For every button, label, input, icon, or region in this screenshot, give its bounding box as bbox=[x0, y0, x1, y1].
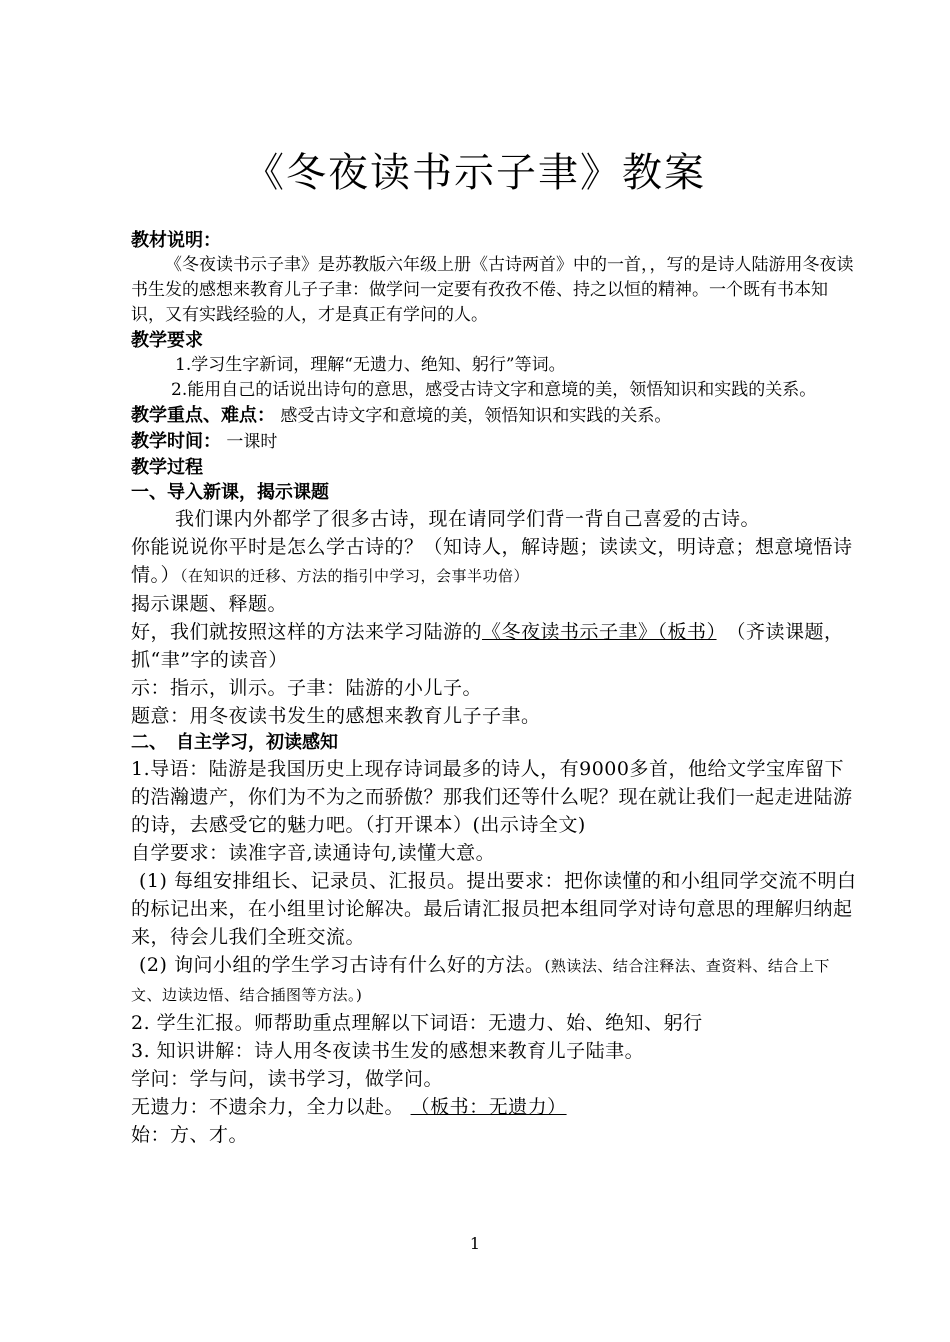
step2-paragraph-3: (1) 每组安排组长、记录员、汇报员。提出要求：把你读懂的和小组同学交流不明白的标记出来，在小组里讨论解决。最后请汇报员把本组同学对诗句意思的理解归纳起来，待会儿我们全班交流。 bbox=[131, 870, 857, 948]
teaching-time-heading: 教学时间： bbox=[131, 431, 221, 452]
material-heading: 教材说明： bbox=[131, 230, 221, 251]
step1-paragraph-6: 题意：用冬夜读书发生的感想来教育儿子子聿。 bbox=[131, 705, 541, 727]
step1-paragraph-3: 揭示课题、释题。 bbox=[131, 593, 288, 615]
step2-paragraph-4-note: (熟读法、结合注释法、查资料、结合上下文、边读边悟、结合插图等方法。) bbox=[131, 957, 830, 1004]
step1-paragraph-5: 示：指示，训示。子聿：陆游的小儿子。 bbox=[131, 677, 483, 699]
step2-paragraph-8-a: 无遗力：不遗余力，全力以赴。 bbox=[131, 1096, 405, 1118]
step1-heading: 一、导入新课，揭示课题 bbox=[131, 482, 329, 503]
key-points-heading: 教学重点、难点： bbox=[131, 405, 275, 426]
step1-paragraph-4-b: （齐读课题，抓“聿”字的读音） bbox=[131, 621, 844, 671]
requirement-1: 1.学习生字新词，理解“无遗力、绝知、躬行”等词。 bbox=[175, 355, 566, 375]
step2-paragraph-4 bbox=[131, 951, 857, 1009]
requirement-2: 2.能用自己的话说出诗句的意思，感受古诗文字和意境的美，领悟知识和实践的关系。 bbox=[171, 380, 817, 400]
step1-paragraph-2-note: （在知识的迁移、方法的指引中学习，会事半功倍） bbox=[180, 567, 530, 585]
step1-paragraph-2-text: 你能说说你平时是怎么学古诗的？（知诗人，解诗题；读读文，明诗意；想意境悟诗情。） bbox=[131, 536, 853, 586]
step2-paragraph-1: 1.导语：陆游是我国历史上现存诗词最多的诗人，有9000多首，他给文学宝库留下的浩瀚遗产，你们为不为之而骄傲？那我们还等什么呢？现在就让我们一起走进陆游的诗，去感受它的魅力吧。（打开课本）(出示诗全文) bbox=[131, 758, 853, 836]
page-number: 1 bbox=[469, 1234, 481, 1253]
step2-paragraph-7: 学问：学与问，读书学习，做学问。 bbox=[131, 1068, 444, 1090]
key-points bbox=[131, 403, 857, 429]
step2-paragraph-9: 始：方、才。 bbox=[131, 1124, 249, 1146]
step1-paragraph-4-a: 好，我们就按照这样的方法来学习陆游的 bbox=[131, 621, 483, 643]
board-writing-wuyili: （板书：无遗力） bbox=[410, 1096, 567, 1118]
key-points-text: 感受古诗文字和意境的美，领悟知识和实践的关系。 bbox=[280, 406, 672, 426]
board-writing-title: 《冬夜读书示子聿》（板书） bbox=[482, 621, 717, 643]
process-heading: 教学过程 bbox=[131, 457, 203, 478]
step2-paragraph-2: 自学要求：读准字音,读通诗句,读懂大意。 bbox=[131, 842, 496, 864]
step1-paragraph-1: 我们课内外都学了很多古诗，现在请同学们背一背自己喜爱的古诗。 bbox=[175, 508, 761, 530]
step1-paragraph-4 bbox=[131, 618, 857, 674]
teaching-time bbox=[131, 429, 857, 455]
step2-paragraph-8 bbox=[131, 1093, 857, 1121]
step2-paragraph-4-text: (2) 询问小组的学生学习古诗有什么好的方法。 bbox=[139, 954, 545, 976]
step2-paragraph-6: 3. 知识讲解：诗人用冬夜读书生发的感想来教育儿子陆聿。 bbox=[131, 1040, 645, 1062]
teaching-time-text: 一课时 bbox=[226, 432, 278, 452]
step2-heading: 二、 自主学习，初读感知 bbox=[131, 732, 338, 753]
step1-paragraph-2 bbox=[131, 533, 857, 590]
requirements-heading: 教学要求 bbox=[131, 330, 203, 351]
material-text: 《冬夜读书示子聿》是苏教版六年级上册《古诗两首》中的一首，，写的是诗人陆游用冬夜读书生发的感想来教育儿子子聿：做学问一定要有孜孜不倦、持之以恒的精神。一个既有书本知识，又有实践经验的人，才是真正有学问的人。 bbox=[131, 255, 854, 325]
document-body bbox=[131, 228, 857, 1149]
step2-paragraph-5: 2. 学生汇报。师帮助重点理解以下词语：无遗力、始、绝知、躬行 bbox=[131, 1012, 703, 1034]
document-title: 《冬夜读书示子聿》教案 bbox=[244, 150, 706, 196]
